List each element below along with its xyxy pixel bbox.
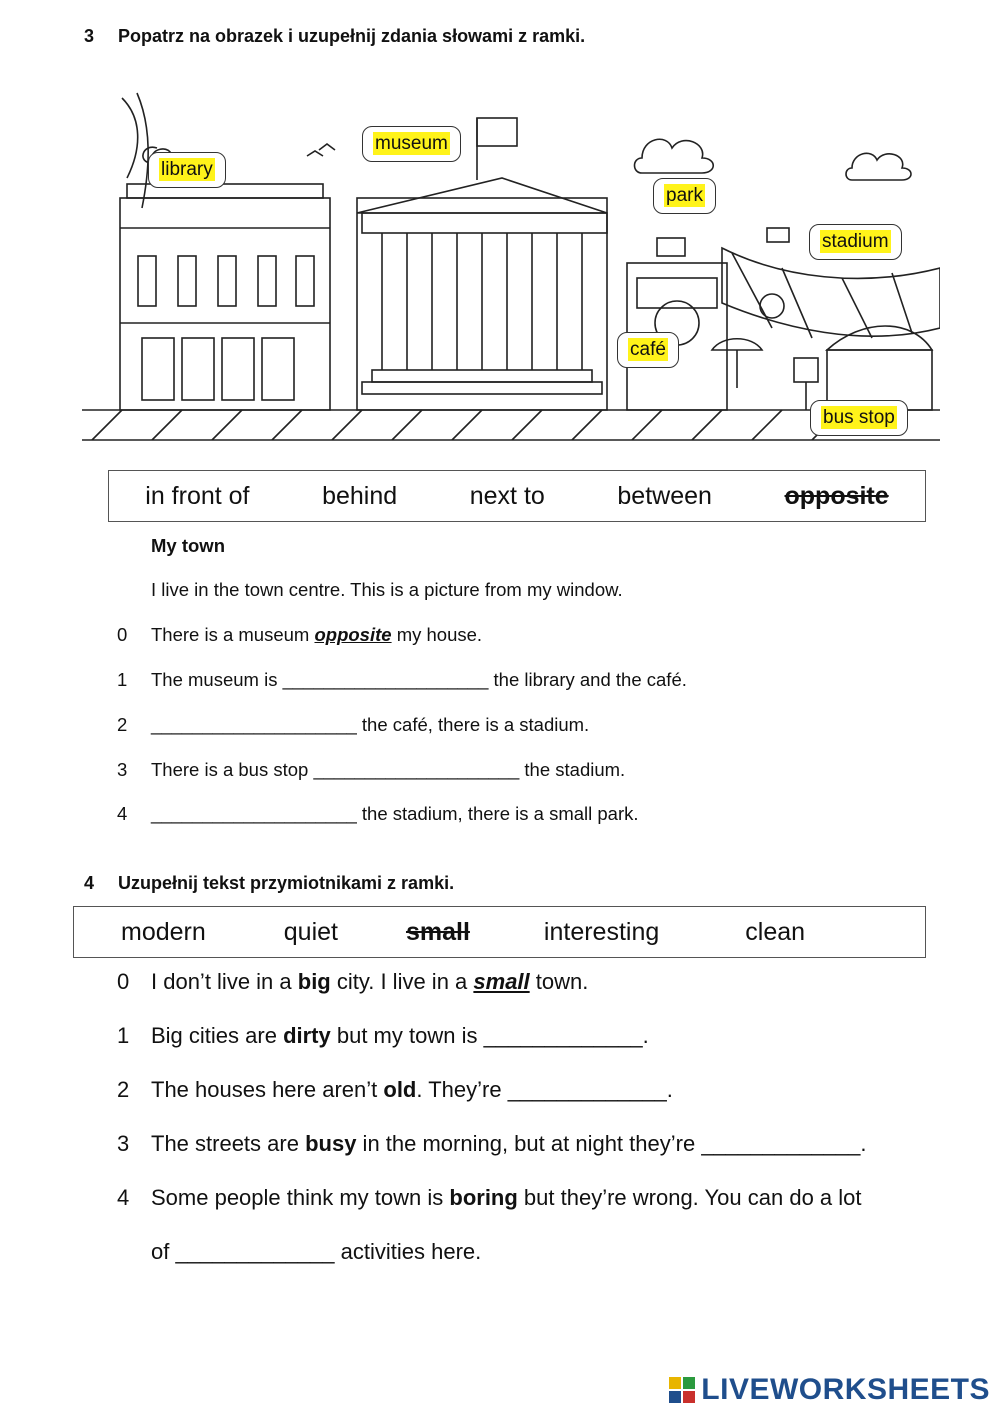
label-library: library	[148, 152, 226, 188]
word-option: between	[617, 481, 712, 510]
answer-blank[interactable]: _____________	[701, 1131, 861, 1156]
sentence-row: 3 There is a bus stop ____________________ the stadium.	[117, 759, 626, 780]
liveworksheets-logo	[669, 1373, 990, 1407]
word-box-prepositions	[108, 470, 926, 522]
word-option: next to	[469, 481, 545, 510]
sentence-row: 4 ____________________ the stadium, there is a small park.	[117, 803, 639, 824]
example-answer: opposite	[314, 624, 392, 645]
answer-blank[interactable]: _____________	[175, 1239, 335, 1264]
town-drawing	[82, 88, 940, 450]
answer-blank[interactable]: ____________________	[151, 714, 357, 735]
answer-blank[interactable]: ____________________	[313, 759, 520, 780]
sentence-row: 1 Big cities are dirty but my town is _____________.	[117, 1023, 649, 1048]
exercise-number: 3	[84, 26, 95, 46]
label-museum: museum	[362, 126, 461, 162]
sentence-row: 2 The houses here aren’t old. They’re _____________.	[117, 1077, 673, 1102]
sentence-row: 1 The museum is ____________________ the library and the café.	[117, 669, 687, 690]
word-option: clean	[745, 917, 806, 946]
exercise-3-heading	[84, 26, 585, 47]
text-title: My town	[151, 535, 225, 556]
label-stadium: stadium	[809, 224, 902, 260]
town-illustration	[82, 88, 940, 450]
word-option: interesting	[543, 917, 660, 946]
label-park: park	[653, 178, 716, 214]
label-bus-stop: bus stop	[810, 400, 908, 436]
answer-blank[interactable]: ____________________	[282, 669, 489, 690]
sentence-row: 3 The streets are busy in the morning, but at night they’re _____________.	[117, 1131, 867, 1156]
answer-blank[interactable]: _____________	[507, 1077, 667, 1102]
sentence-row-continued: of _____________ activities here.	[151, 1239, 482, 1264]
example-answer: small	[473, 969, 530, 994]
answer-blank[interactable]: _____________	[483, 1023, 643, 1048]
exercise-4-heading	[84, 873, 454, 894]
word-option: in front of	[145, 481, 250, 510]
label-cafe: café	[617, 332, 679, 368]
word-option: quiet	[283, 917, 338, 946]
word-option: behind	[322, 481, 398, 510]
sentence-row: 2 ____________________ the café, there is a stadium.	[117, 714, 590, 735]
text-intro: I live in the town centre. This is a picture from my window.	[151, 579, 623, 600]
brand-name: LIVEWORKSHEETS	[701, 1373, 990, 1406]
word-option-used: small	[405, 917, 470, 946]
word-option-used: opposite	[784, 481, 889, 510]
sentence-row: 4 Some people think my town is boring but they’re wrong. You can do a lot	[117, 1185, 862, 1210]
exercise-number: 4	[84, 873, 95, 893]
answer-blank[interactable]: ____________________	[151, 803, 357, 824]
word-box-adjectives	[73, 906, 926, 958]
exercise-instruction: Popatrz na obrazek i uzupełnij zdania słowami z ramki.	[118, 26, 586, 46]
logo-icon	[669, 1377, 695, 1403]
exercise-instruction: Uzupełnij tekst przymiotnikami z ramki.	[118, 873, 455, 893]
sentence-row: 0 I don’t live in a big city. I live in a small town.	[117, 969, 589, 994]
sentence-row: 0 There is a museum opposite my house.	[117, 624, 483, 645]
word-option: modern	[121, 917, 206, 946]
